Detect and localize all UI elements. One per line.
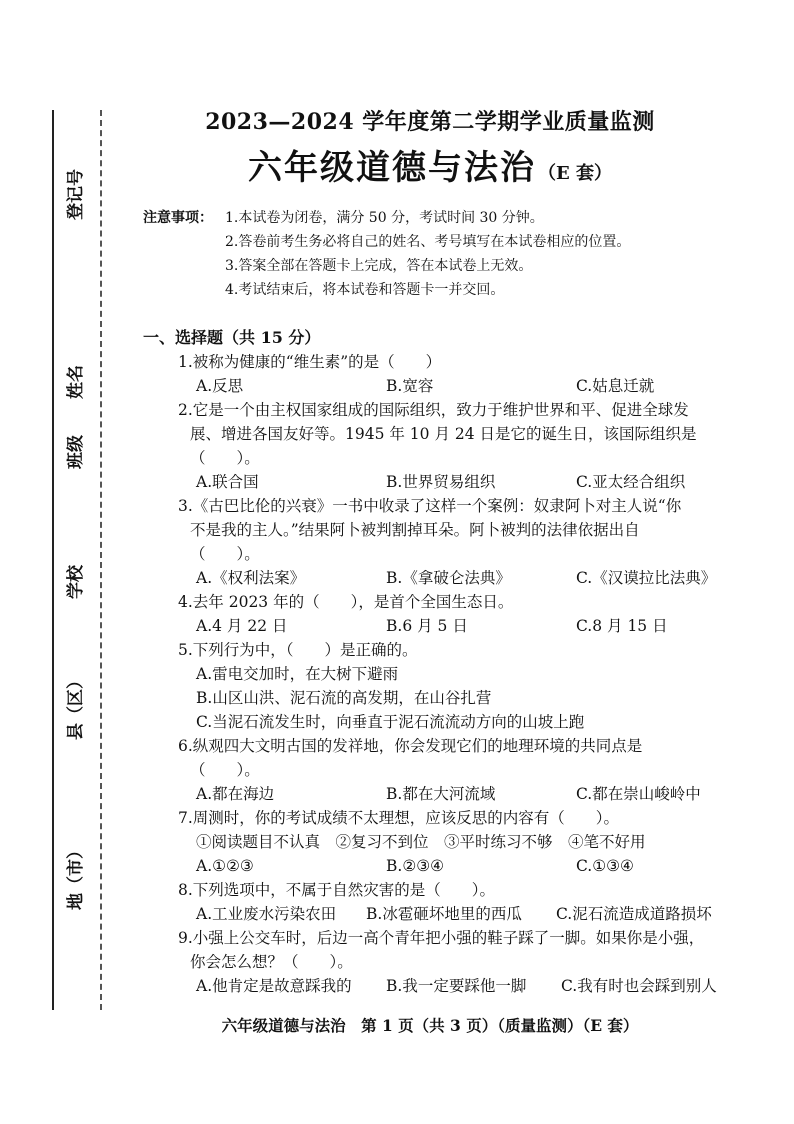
question-stem: 不是我的主人。”结果阿卜被判割掉耳朵。阿卜被判的法律依据出自 — [190, 521, 640, 539]
question-6 — [178, 734, 738, 806]
option-c: C.8 月 15 日 — [576, 617, 668, 635]
binding-strip — [52, 110, 112, 1010]
city-label: 地（市） — [66, 842, 86, 910]
cut-line — [100, 110, 102, 1010]
reflection-items: ①阅读题目不认真 ②复习不到位 ③平时练习不够 ④笔不好用 — [196, 833, 646, 851]
option-a: A.①②③ — [196, 857, 254, 875]
question-stem: 你会怎么想？（ ）。 — [190, 953, 353, 971]
question-stem: 9.小强上公交车时，后边一高个青年把小强的鞋子踩了一脚。如果你是小强， — [178, 929, 705, 947]
option-b: B.宽容 — [386, 377, 434, 395]
subject-name: 六年级道德与法治 — [248, 148, 536, 188]
option-b: B.都在大河流域 — [386, 785, 496, 803]
question-options — [178, 374, 738, 398]
section-title: 一、选择题（共 15 分） — [143, 328, 321, 347]
option-a: A.雷电交加时，在大树下避雨 — [196, 665, 399, 683]
county-label: 县（区） — [66, 672, 86, 740]
question-stem: （ ）。 — [190, 449, 260, 467]
question-options — [178, 974, 738, 998]
question-5 — [178, 638, 738, 734]
option-a: A.反思 — [196, 377, 244, 395]
exam-title-line: 2023—2024 学年度第二学期学业质量监测 — [205, 109, 655, 135]
question-stem: 8.下列选项中，不属于自然灾害的是（ ）。 — [178, 881, 496, 899]
option-c: C.《汉谟拉比法典》 — [576, 569, 717, 587]
paper-version: （E 套） — [538, 163, 612, 184]
school-label: 学校 — [66, 565, 86, 599]
question-options — [178, 902, 738, 926]
exam-subject-title — [150, 140, 710, 189]
question-stem: （ ）。 — [190, 761, 260, 779]
page-footer: 六年级道德与法治 第 1 页（共 3 页）（质量监测）（E 套） — [221, 1016, 639, 1035]
question-9 — [178, 926, 738, 998]
question-stem: 4.去年 2023 年的（ ），是首个全国生态日。 — [178, 593, 514, 611]
notice-item: 4.考试结束后，将本试卷和答题卡一并交回。 — [225, 282, 505, 298]
question-1 — [178, 350, 738, 398]
question-2 — [178, 398, 738, 494]
option-b: B.冰雹砸坏地里的西瓜 — [366, 905, 522, 923]
option-c: C.泥石流造成道路损坏 — [556, 905, 712, 923]
option-a: A.他肯定是故意踩我的 — [196, 977, 352, 995]
notice-item: 1.本试卷为闭卷，满分 50 分，考试时间 30 分钟。 — [225, 210, 544, 226]
question-stem: 2.它是一个由主权国家组成的国际组织，致力于维护世界和平、促进全球发 — [178, 401, 689, 419]
option-b: B.②③④ — [386, 857, 445, 875]
option-a: A.联合国 — [196, 473, 259, 491]
question-stem: 6.纵观四大文明古国的发祥地，你会发现它们的地理环境的共同点是 — [178, 737, 643, 755]
question-stem: （ ）。 — [190, 545, 260, 563]
question-options — [178, 782, 738, 806]
question-options — [178, 614, 738, 638]
option-b: B.《拿破仑法典》 — [386, 569, 511, 587]
option-c: C.当泥石流发生时，向垂直于泥石流流动方向的山坡上跑 — [196, 713, 585, 731]
question-options — [178, 470, 738, 494]
registration-number-label: 登记号 — [66, 169, 86, 220]
option-b: B.山区山洪、泥石流的高发期，在山谷扎营 — [196, 689, 492, 707]
question-stem: 1.被称为健康的“维生素”的是（ ） — [178, 353, 442, 371]
option-a: A.都在海边 — [196, 785, 275, 803]
question-stem: 5.下列行为中，（ ）是正确的。 — [178, 641, 418, 659]
option-c: C.我有时也会踩到别人 — [561, 977, 717, 995]
question-stem: 3.《古巴比伦的兴衰》一书中收录了这样一个案例：奴隶阿卜对主人说“你 — [178, 497, 682, 515]
question-options — [178, 566, 738, 590]
question-8 — [178, 878, 738, 926]
option-b: B.我一定要踩他一脚 — [386, 977, 527, 995]
option-c: C.亚太经合组织 — [576, 473, 686, 491]
option-b: B.6 月 5 日 — [386, 617, 468, 635]
option-c: C.姑息迁就 — [576, 377, 655, 395]
option-b: B.世界贸易组织 — [386, 473, 496, 491]
option-a: A.4 月 22 日 — [196, 617, 288, 635]
question-options — [178, 854, 738, 878]
question-7 — [178, 806, 738, 878]
question-list — [178, 350, 738, 998]
question-stem: 7.周测时，你的考试成绩不太理想，应该反思的内容有（ ）。 — [178, 809, 620, 827]
question-3 — [178, 494, 738, 590]
class-label: 班级 — [66, 435, 86, 469]
binding-line — [52, 110, 54, 1010]
question-stem: 展、增进各国友好等。1945 年 10 月 24 日是它的诞生日，该国际组织是 — [190, 425, 697, 443]
exam-notice — [143, 206, 743, 302]
name-label: 姓名 — [66, 365, 86, 399]
notice-item: 3.答案全部在答题卡上完成，答在本试卷上无效。 — [225, 258, 533, 274]
option-c: C.①③④ — [576, 857, 634, 875]
notice-label: 注意事项： — [143, 210, 213, 226]
question-4 — [178, 590, 738, 638]
option-c: C.都在崇山峻岭中 — [576, 785, 701, 803]
notice-item: 2.答卷前考生务必将自己的姓名、考号填写在本试卷相应的位置。 — [225, 234, 631, 250]
option-a: A.工业废水污染农田 — [196, 905, 337, 923]
option-a: A.《权利法案》 — [196, 569, 306, 587]
